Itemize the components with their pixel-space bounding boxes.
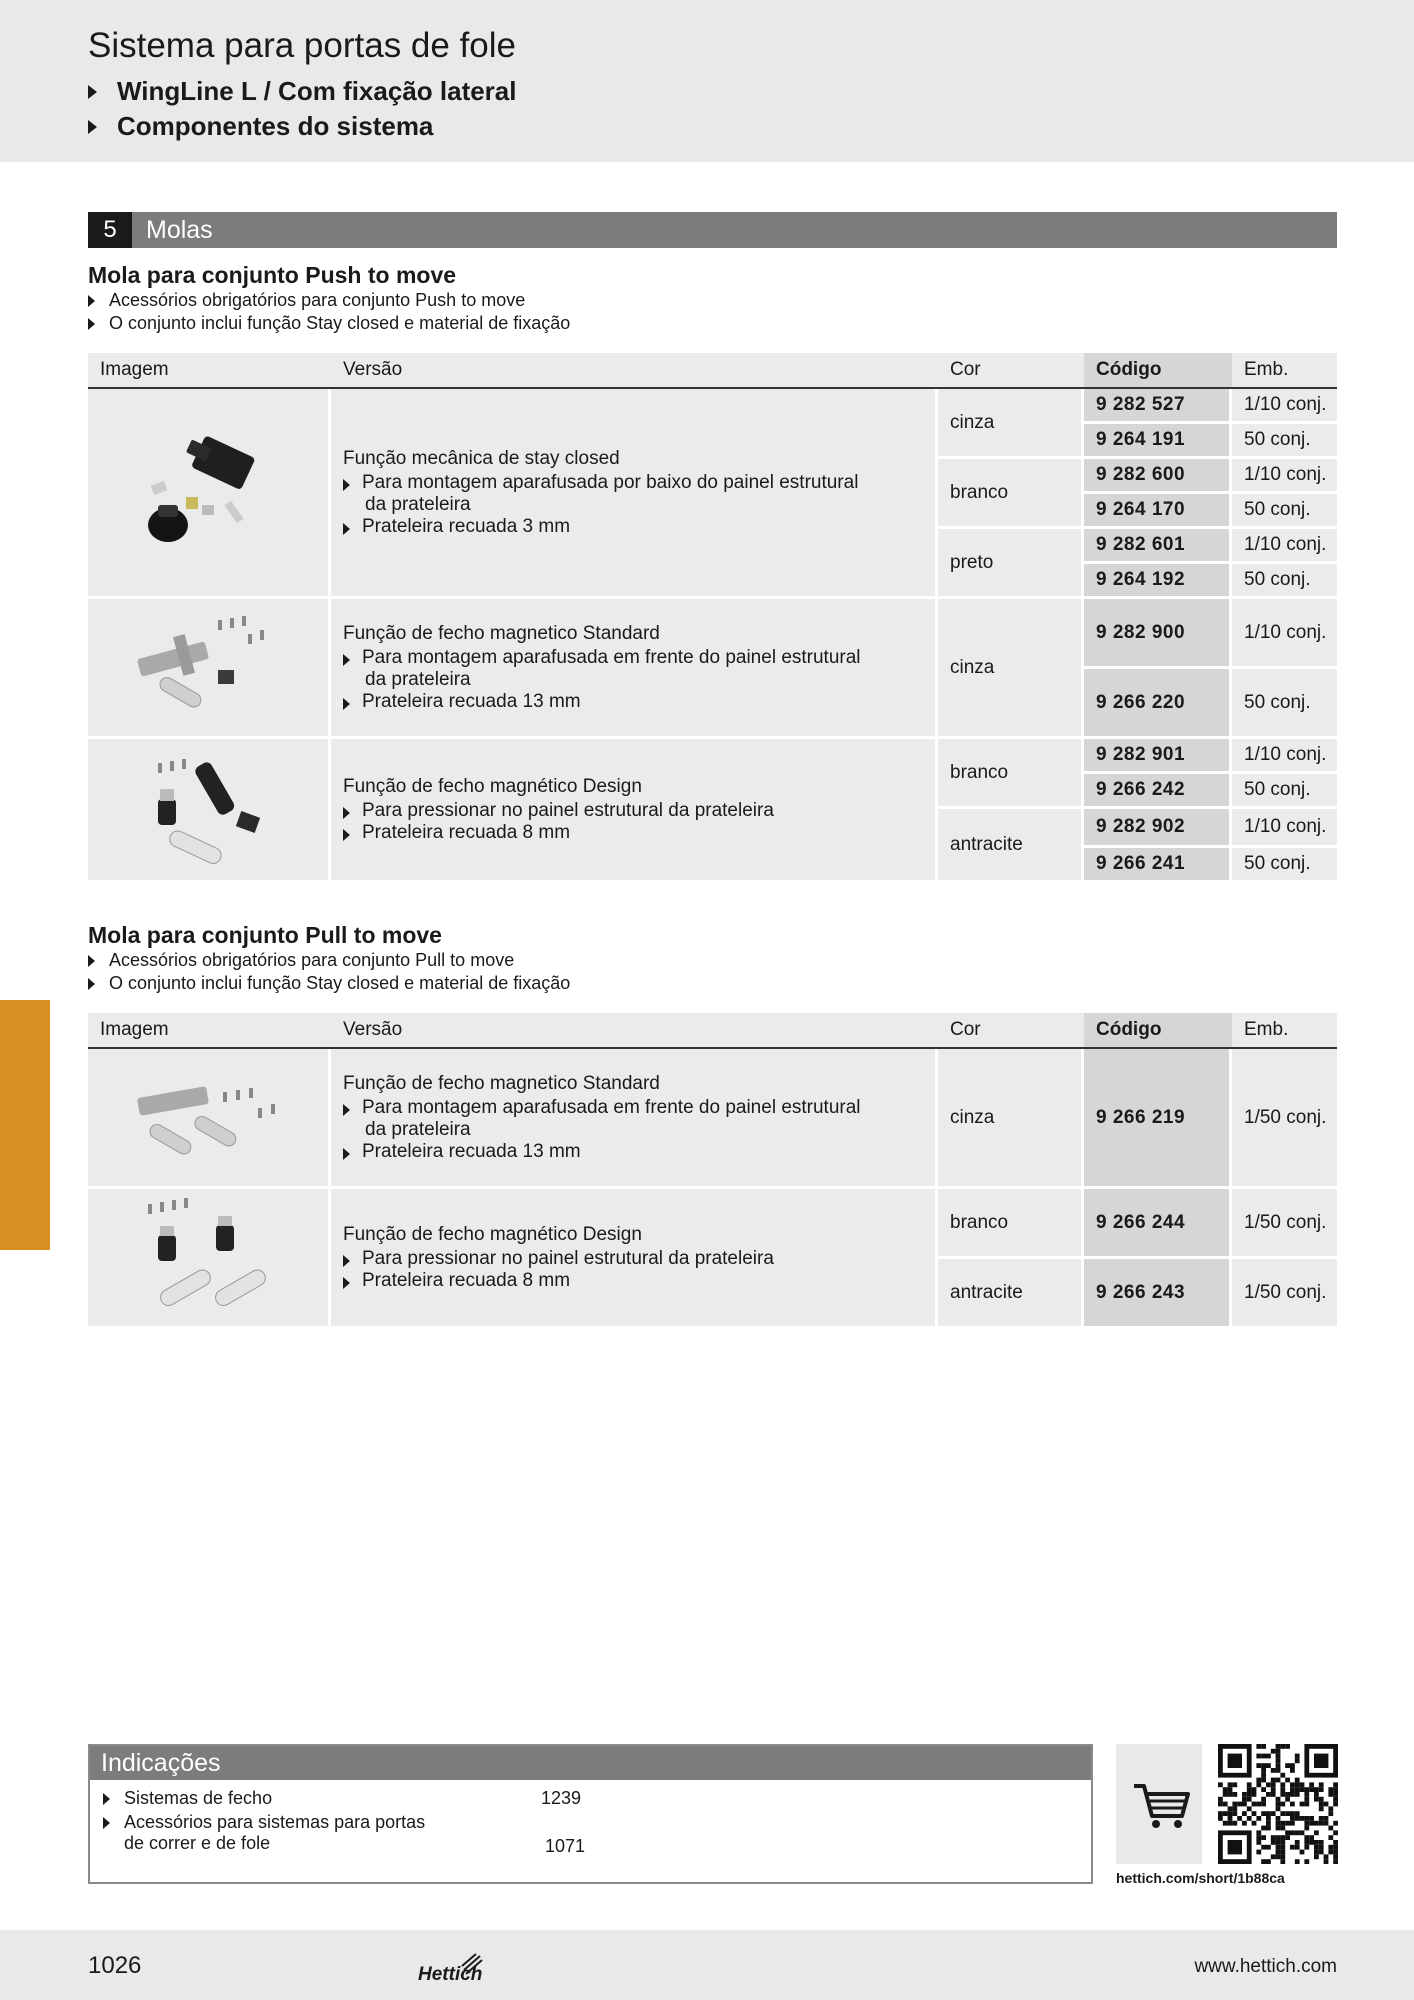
version-title: Função de fecho magnetico Standard	[343, 1072, 660, 1094]
color-cell: preto	[938, 529, 1084, 599]
triangle-bullet-icon	[343, 523, 350, 535]
product-image-cell	[88, 599, 331, 739]
reference-item	[103, 1788, 272, 1809]
version-bullet-continuation: da prateleira	[365, 493, 471, 515]
pull-product-table	[88, 1013, 1337, 1329]
section-number: 5	[88, 212, 132, 248]
push-product-table	[88, 353, 1337, 883]
color-cell: branco	[938, 1189, 1084, 1259]
reference-item	[103, 1812, 425, 1854]
version-bullet: Prateleira recuada 8 mm	[343, 1270, 935, 1292]
header-cor: Cor	[938, 353, 1084, 389]
version-title: Função de fecho magnético Design	[343, 775, 642, 797]
page-header	[0, 0, 1414, 162]
header-cor: Cor	[938, 1013, 1084, 1049]
version-title: Função de fecho magnético Design	[343, 1223, 642, 1245]
qr-code-graphic	[1218, 1744, 1338, 1864]
header-emb: Emb.	[1232, 1013, 1337, 1049]
emb-cell: 50 conj.	[1232, 424, 1337, 459]
color-cell: cinza	[938, 1049, 1084, 1189]
magnetic-standard-image	[118, 600, 298, 730]
subtitle-text: Componentes do sistema	[117, 111, 434, 141]
code-cell: 9 282 601	[1084, 529, 1232, 564]
version-cell	[331, 1189, 938, 1329]
code-cell: 9 282 900	[1084, 599, 1232, 669]
pull-bullets	[88, 949, 570, 995]
emb-cell: 1/50 conj.	[1232, 1189, 1337, 1259]
version-bullet: Para montagem aparafusada por baixo do painel estrutural	[343, 472, 935, 494]
brand-name: Hettich	[418, 1964, 483, 1985]
bullet-item: Acessórios obrigatórios para conjunto Pull to move	[88, 949, 570, 972]
emb-cell: 50 conj.	[1232, 564, 1337, 599]
push-bullets	[88, 289, 570, 335]
triangle-bullet-icon	[343, 654, 350, 666]
code-cell: 9 264 192	[1084, 564, 1232, 599]
emb-cell: 50 conj.	[1232, 848, 1337, 883]
code-cell: 9 266 241	[1084, 848, 1232, 883]
magnetic-standard-image	[118, 1052, 298, 1177]
stay-closed-mechanism-image	[118, 405, 298, 575]
triangle-bullet-icon	[343, 807, 350, 819]
qr-url[interactable]: hettich.com/short/1b88ca	[1116, 1870, 1285, 1886]
page-title: Sistema para portas de fole	[88, 26, 517, 65]
shopping-cart-icon-graphic	[1116, 1744, 1202, 1864]
version-bullet: Para pressionar no painel estrutural da prateleira	[343, 800, 935, 822]
version-cell	[331, 389, 938, 599]
code-cell: 9 282 901	[1084, 739, 1232, 774]
table-row	[88, 599, 1337, 669]
section-bar	[88, 212, 1337, 248]
triangle-bullet-icon	[103, 1817, 110, 1829]
triangle-bullet-icon	[343, 829, 350, 841]
code-cell: 9 266 220	[1084, 669, 1232, 739]
indicacoes-title: Indicações	[90, 1746, 1091, 1780]
bullet-item: Acessórios obrigatórios para conjunto Push to move	[88, 289, 570, 312]
version-title: Função de fecho magnetico Standard	[343, 622, 660, 644]
color-cell: cinza	[938, 599, 1084, 739]
triangle-bullet-icon	[343, 1255, 350, 1267]
version-cell	[331, 739, 938, 883]
reference-label: Sistemas de fecho	[124, 1788, 273, 1808]
header-versao: Versão	[331, 353, 938, 389]
triangle-bullet-icon	[343, 1148, 350, 1160]
header-codigo: Código	[1084, 1013, 1232, 1049]
emb-cell: 50 conj.	[1232, 669, 1337, 739]
section-name: Molas	[146, 216, 213, 244]
table-row	[88, 1049, 1337, 1189]
triangle-bullet-icon	[88, 85, 97, 99]
magnetic-design-image	[118, 739, 298, 874]
color-cell: branco	[938, 739, 1084, 809]
emb-cell: 50 conj.	[1232, 774, 1337, 809]
header-codigo: Código	[1084, 353, 1232, 389]
emb-cell: 50 conj.	[1232, 494, 1337, 529]
version-bullet: Prateleira recuada 13 mm	[343, 691, 935, 713]
triangle-bullet-icon	[88, 120, 97, 134]
product-image-cell	[88, 739, 331, 883]
table-row	[88, 1189, 1337, 1259]
version-cell	[331, 599, 938, 739]
color-cell: antracite	[938, 809, 1084, 883]
pull-block-title: Mola para conjunto Pull to move	[88, 922, 442, 948]
qr-code-icon[interactable]	[1218, 1744, 1338, 1864]
version-bullet: Para montagem aparafusada em frente do painel estrutural	[343, 1097, 935, 1119]
triangle-bullet-icon	[88, 295, 95, 307]
color-cell: branco	[938, 459, 1084, 529]
emb-cell: 1/10 conj.	[1232, 599, 1337, 669]
footer-url[interactable]: www.hettich.com	[1194, 1956, 1337, 1977]
push-block-title: Mola para conjunto Push to move	[88, 262, 457, 288]
header-imagem: Imagem	[88, 1013, 331, 1049]
version-bullet: Prateleira recuada 3 mm	[343, 516, 935, 538]
emb-cell: 1/50 conj.	[1232, 1049, 1337, 1189]
triangle-bullet-icon	[343, 1104, 350, 1116]
triangle-bullet-icon	[88, 955, 95, 967]
emb-cell: 1/10 conj.	[1232, 739, 1337, 774]
emb-cell: 1/50 conj.	[1232, 1259, 1337, 1329]
version-bullet-continuation: da prateleira	[365, 1118, 471, 1140]
color-cell: antracite	[938, 1259, 1084, 1329]
shopping-cart-icon[interactable]	[1116, 1744, 1202, 1864]
indicacoes-box	[88, 1744, 1093, 1884]
subtitle-product-line	[88, 76, 516, 107]
header-emb: Emb.	[1232, 353, 1337, 389]
emb-cell: 1/10 conj.	[1232, 529, 1337, 564]
table-row	[88, 389, 1337, 424]
product-image-cell	[88, 1189, 331, 1329]
chapter-side-tab	[0, 1000, 50, 1250]
product-image-cell	[88, 1049, 331, 1189]
header-versao: Versão	[331, 1013, 938, 1049]
page-footer	[0, 1930, 1414, 2000]
bullet-item: O conjunto inclui função Stay closed e material de fixação	[88, 312, 570, 335]
page-number: 1026	[88, 1952, 142, 1979]
version-bullet-continuation: da prateleira	[365, 668, 471, 690]
version-bullet: Prateleira recuada 13 mm	[343, 1141, 935, 1163]
triangle-bullet-icon	[103, 1793, 110, 1805]
product-image-cell	[88, 389, 331, 599]
triangle-bullet-icon	[343, 1277, 350, 1289]
reference-page[interactable]: 1239	[541, 1788, 582, 1808]
reference-page[interactable]: 1071	[545, 1836, 586, 1856]
color-cell: cinza	[938, 389, 1084, 459]
triangle-bullet-icon	[88, 318, 95, 330]
subtitle-components	[88, 111, 433, 142]
code-cell: 9 266 244	[1084, 1189, 1232, 1259]
hettich-logo	[418, 1952, 490, 1986]
triangle-bullet-icon	[343, 698, 350, 710]
reference-label: Acessórios para sistemas para portas de correr e de fole	[124, 1812, 426, 1853]
code-cell: 9 266 242	[1084, 774, 1232, 809]
triangle-bullet-icon	[88, 978, 95, 990]
code-cell: 9 282 527	[1084, 389, 1232, 424]
code-cell: 9 266 243	[1084, 1259, 1232, 1329]
table-header-row	[88, 1013, 1337, 1049]
bullet-item: O conjunto inclui função Stay closed e material de fixação	[88, 972, 570, 995]
version-bullet: Prateleira recuada 8 mm	[343, 822, 935, 844]
emb-cell: 1/10 conj.	[1232, 459, 1337, 494]
header-imagem: Imagem	[88, 353, 331, 389]
code-cell: 9 264 191	[1084, 424, 1232, 459]
table-row	[88, 739, 1337, 774]
version-cell	[331, 1049, 938, 1189]
code-cell: 9 282 600	[1084, 459, 1232, 494]
table-header-row	[88, 353, 1337, 389]
emb-cell: 1/10 conj.	[1232, 809, 1337, 848]
code-cell: 9 264 170	[1084, 494, 1232, 529]
version-bullet: Para montagem aparafusada em frente do painel estrutural	[343, 647, 935, 669]
emb-cell: 1/10 conj.	[1232, 389, 1337, 424]
version-bullet: Para pressionar no painel estrutural da prateleira	[343, 1248, 935, 1270]
magnetic-design-image	[118, 1190, 298, 1320]
code-cell: 9 282 902	[1084, 809, 1232, 848]
code-cell: 9 266 219	[1084, 1049, 1232, 1189]
subtitle-text: WingLine L / Com fixação lateral	[117, 76, 517, 106]
version-title: Função mecânica de stay closed	[343, 447, 620, 469]
triangle-bullet-icon	[343, 479, 350, 491]
